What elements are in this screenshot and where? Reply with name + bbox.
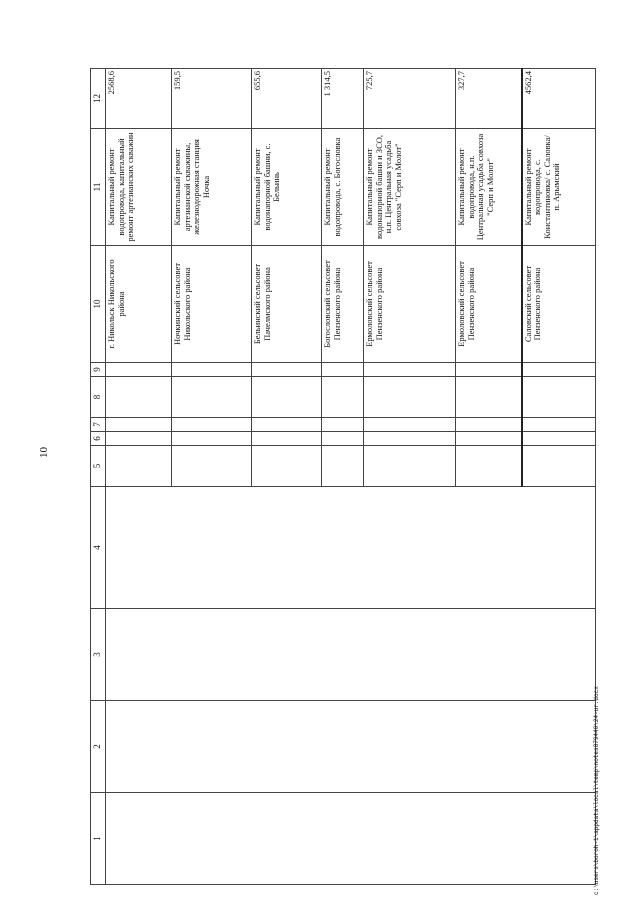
empty-cell bbox=[364, 363, 456, 377]
empty-cell bbox=[522, 418, 596, 432]
table-cell: Богословский сельсовет Пензенского района bbox=[322, 246, 364, 363]
header-row bbox=[91, 69, 106, 885]
table-cell: Ермоловский сельсовет Пензенского района bbox=[364, 246, 456, 363]
empty-cell bbox=[322, 377, 364, 418]
empty-cell bbox=[456, 363, 522, 377]
empty-cell bbox=[522, 363, 596, 377]
header-cell: 5 bbox=[91, 446, 106, 487]
table-cell: 4562,4 bbox=[522, 69, 596, 129]
header-cell: 1 bbox=[91, 793, 106, 885]
empty-cell bbox=[322, 363, 364, 377]
empty-cell bbox=[172, 432, 252, 446]
empty-cell bbox=[522, 446, 596, 487]
empty-cell bbox=[364, 377, 456, 418]
header-cell: 9 bbox=[91, 363, 106, 377]
empty-cell bbox=[172, 418, 252, 432]
table-cell: 725,7 bbox=[364, 69, 456, 129]
table-cell: Капитальный ремонт артезианской скважины, железнодорожная станция Ночка bbox=[172, 129, 252, 246]
empty-cell bbox=[456, 377, 522, 418]
empty-cell bbox=[522, 377, 596, 418]
table-cell: Капитальный ремонт водопровода, н.п. Центральная усадьба совхоза "Серп и Молот" bbox=[456, 129, 522, 246]
data-table bbox=[90, 68, 596, 885]
empty-cell bbox=[252, 432, 322, 446]
empty-cell bbox=[456, 432, 522, 446]
table-cell: Ермоловский сельсовет Пензенского района bbox=[456, 246, 522, 363]
table-cell: 1 314,5 bbox=[322, 69, 364, 129]
empty-cell bbox=[456, 418, 522, 432]
table-cell: 2568,6 bbox=[106, 69, 172, 129]
empty-cell bbox=[106, 609, 596, 701]
empty-cell bbox=[106, 701, 596, 793]
header-cell: 12 bbox=[91, 69, 106, 129]
table-cell: Бельинский сельсовет Пачелмского района bbox=[252, 246, 322, 363]
empty-cell bbox=[252, 363, 322, 377]
header-cell: 10 bbox=[91, 246, 106, 363]
empty-cell bbox=[172, 446, 252, 487]
header-cell: 6 bbox=[91, 432, 106, 446]
empty-cell bbox=[322, 418, 364, 432]
empty-cell bbox=[172, 363, 252, 377]
table-cell: Ночкинский сельсовет Никольского района bbox=[172, 246, 252, 363]
empty-cell bbox=[106, 432, 172, 446]
empty-cell bbox=[322, 446, 364, 487]
header-cell: 2 bbox=[91, 701, 106, 793]
empty-cell bbox=[172, 377, 252, 418]
table-cell: 655,6 bbox=[252, 69, 322, 129]
empty-cell bbox=[106, 377, 172, 418]
header-cell: 3 bbox=[91, 609, 106, 701]
empty-cell bbox=[252, 377, 322, 418]
empty-cell bbox=[456, 446, 522, 487]
empty-cell bbox=[322, 432, 364, 446]
empty-cell bbox=[252, 446, 322, 487]
table-cell: Капитальный ремонт водопровода, с. Богословка bbox=[322, 129, 364, 246]
file-path: c:\users\boroh~1\appdata\local\temp\notes879440\24-ur.docx bbox=[593, 686, 600, 895]
header-cell: 11 bbox=[91, 129, 106, 246]
empty-cell bbox=[106, 446, 172, 487]
page-number: 10 bbox=[38, 447, 50, 458]
empty-cell bbox=[106, 793, 596, 885]
empty-cell bbox=[106, 487, 596, 609]
table-cell: 327,7 bbox=[456, 69, 522, 129]
header-cell: 7 bbox=[91, 418, 106, 432]
empty-cell bbox=[106, 363, 172, 377]
empty-cell bbox=[252, 418, 322, 432]
empty-cell bbox=[364, 418, 456, 432]
empty-cell bbox=[364, 446, 456, 487]
table-cell: Капитальный ремонт водонапорной башни и ЗСО, н.п. Центральная усадьба совхоза "Серп и Молот" bbox=[364, 129, 456, 246]
empty-cell bbox=[522, 432, 596, 446]
header-cell: 8 bbox=[91, 377, 106, 418]
table-cell: Капитальный ремонт водопровода, капитальный ремонт артезианских скважин bbox=[106, 129, 172, 246]
table-cell: 159,5 bbox=[172, 69, 252, 129]
table-cell: г. Никольск Никольского района bbox=[106, 246, 172, 363]
table-cell: Капитальный ремонт водопровода, с. Константиновка/ с. Саловка/ п. Арымский bbox=[522, 129, 596, 246]
empty-cell bbox=[364, 432, 456, 446]
table-cell: Капитальный ремонт водонапорной башни, с. Бельинь bbox=[252, 129, 322, 246]
empty-cell bbox=[106, 418, 172, 432]
table-row bbox=[106, 69, 172, 885]
table-cell: Саловский сельсовет Пензенского района bbox=[522, 246, 596, 363]
header-cell: 4 bbox=[91, 487, 106, 609]
